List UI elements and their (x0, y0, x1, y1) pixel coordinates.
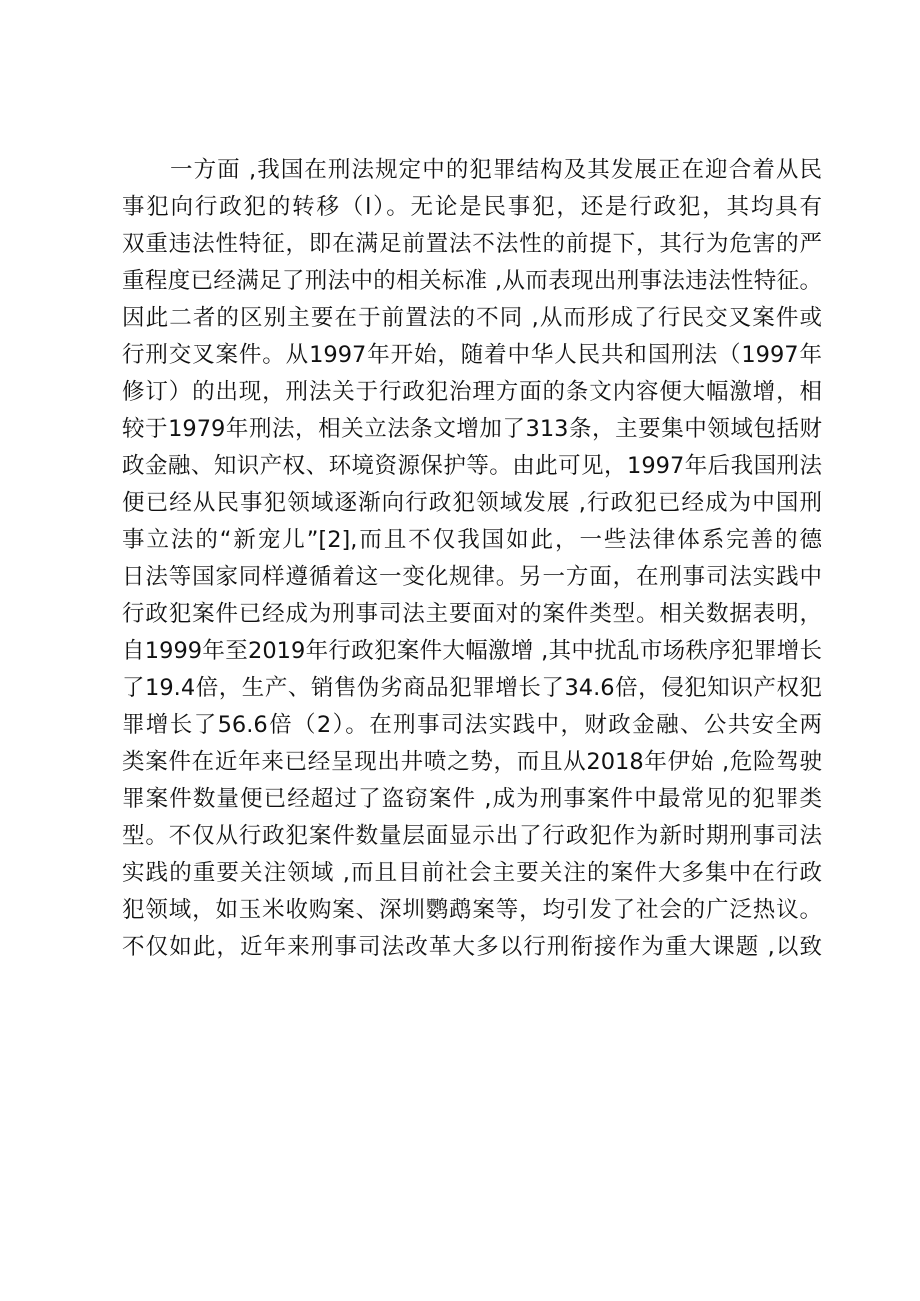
paragraph-line: 型。不仅从行政犯案件数量层面显示出了行政犯作为新时期刑事司法 (122, 823, 822, 849)
paragraph-line: 实践的重要关注领域 ,而且目前社会主要关注的案件大多集中在行政 (122, 860, 822, 886)
paragraph-line: 行政犯案件已经成为刑事司法主要面对的案件类型。相关数据表明， (122, 601, 822, 627)
paragraph-line: 自1999年至2019年行政犯案件大幅激增 ,其中扰乱市场秩序犯罪增长 (122, 638, 822, 664)
paragraph-line: 日法等国家同样遵循着这一变化规律。另一方面，在刑事司法实践中 (122, 564, 822, 590)
paragraph-line: 双重违法性特征，即在满足前置法不法性的前提下，其行为危害的严 (122, 231, 822, 257)
paragraph-line: 修订）的出现，刑法关于行政犯治理方面的条文内容便大幅激增，相 (122, 379, 822, 405)
paragraph-line: 了19.4倍，生产、销售伪劣商品犯罪增长了34.6倍，侵犯知识产权犯 (122, 675, 822, 701)
paragraph-line: 政金融、知识产权、环境资源保护等。由此可见，1997年后我国刑法 (122, 453, 822, 479)
body-paragraph (122, 152, 822, 966)
paragraph-line: 事立法的“新宠儿”[2],而且不仅我国如此，一些法律体系完善的德 (122, 527, 822, 553)
paragraph-line: 不仅如此，近年来刑事司法改革大多以行刑衔接作为重大课题 ,以致 (122, 934, 822, 960)
paragraph-line: 因此二者的区别主要在于前置法的不同 ,从而形成了行民交叉案件或 (122, 305, 822, 331)
paragraph-line: 类案件在近年来已经呈现出井喷之势，而且从2018年伊始 ,危险驾驶 (122, 749, 822, 775)
paragraph-line: 重程度已经满足了刑法中的相关标准 ,从而表现出刑事法违法性特征。 (122, 268, 822, 294)
paragraph-line: 事犯向行政犯的转移（l）。无论是民事犯，还是行政犯，其均具有 (122, 194, 822, 220)
paragraph-line: 犯领域，如玉米收购案、深圳鹦鹉案等，均引发了社会的广泛热议。 (122, 897, 822, 923)
paragraph-line: 行刑交叉案件。从1997年开始，随着中华人民共和国刑法（1997年 (122, 342, 822, 368)
paragraph-line: 较于1979年刑法，相关立法条文增加了313条，主要集中领域包括财 (122, 416, 822, 442)
paragraph-line: 罪增长了56.6倍（2）。在刑事司法实践中，财政金融、公共安全两 (122, 712, 822, 738)
paragraph-line: 一方面 ,我国在刑法规定中的犯罪结构及其发展正在迎合着从民 (170, 157, 822, 183)
paragraph-line: 便已经从民事犯领域逐渐向行政犯领域发展 ,行政犯已经成为中国刑 (122, 490, 822, 516)
paragraph-line: 罪案件数量便已经超过了盗窃案件 ,成为刑事案件中最常见的犯罪类 (122, 786, 822, 812)
